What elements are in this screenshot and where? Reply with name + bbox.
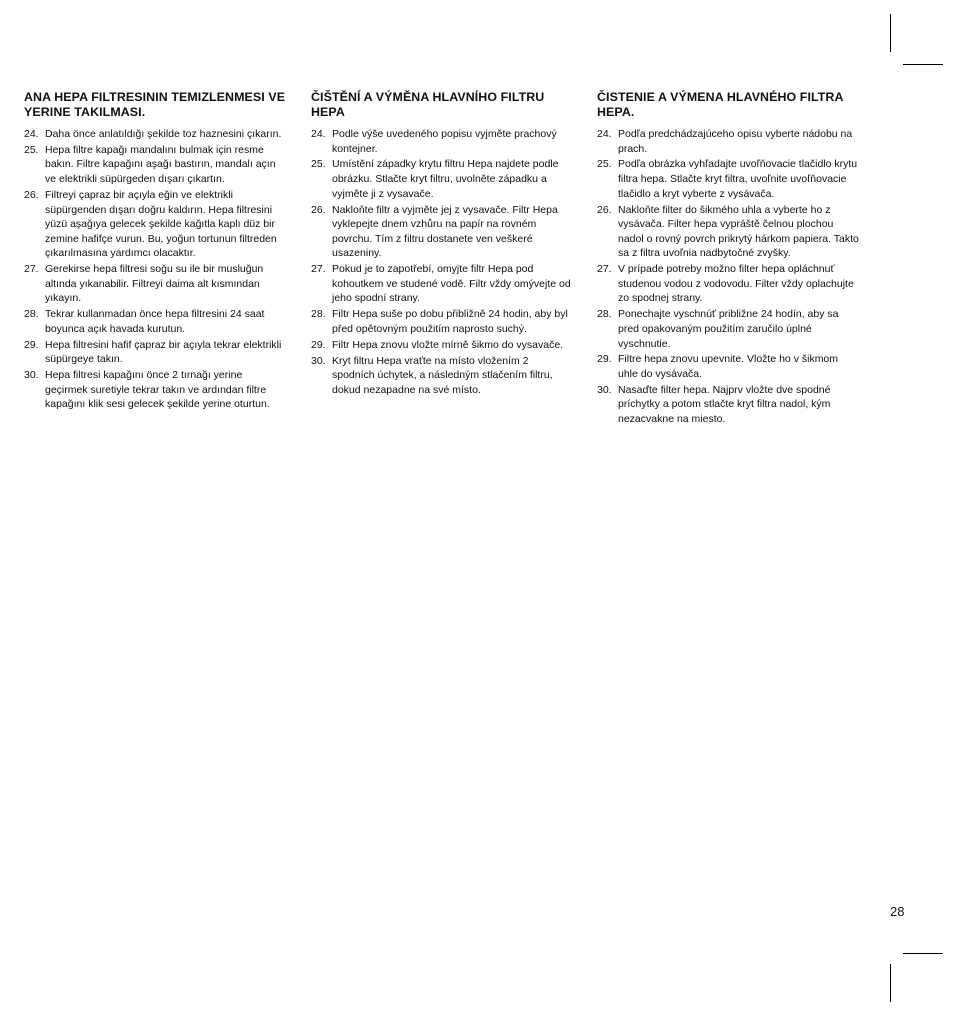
step-text: Filtr Hepa znovu vložte mírně šikmo do vysavače. xyxy=(332,338,564,351)
step-number: 30. xyxy=(597,383,612,396)
section-heading: ČIŠTĚNÍ A VÝMĚNA HLAVNÍHO FILTRU HEPA xyxy=(311,90,545,119)
list-item xyxy=(597,127,859,156)
list-item xyxy=(311,203,573,261)
step-number: 30. xyxy=(311,354,326,367)
list-item xyxy=(597,307,859,351)
step-number: 28. xyxy=(311,308,326,321)
step-text: Kryt filtru Hepa vraťte na místo vložením 2 spodních úchytek, a následným stlačením filtru, dokud nezapadne na své místo. xyxy=(332,354,553,396)
list-item xyxy=(24,127,286,142)
list-item xyxy=(597,383,859,427)
list-item xyxy=(311,127,573,156)
list-item xyxy=(311,338,573,353)
step-number: 26. xyxy=(24,188,39,201)
list-item xyxy=(597,157,859,201)
list-item xyxy=(597,262,859,306)
column-czech xyxy=(311,90,573,399)
instruction-list xyxy=(597,127,859,427)
step-text: Hepa filtre kapağı mandalını bulmak için resme bakın. Filtre kapağını aşağı bastırın, mandalı açın ve elektrikli süpürgeden dışarı çıkartın. xyxy=(45,143,276,186)
list-item xyxy=(24,262,286,306)
step-text: Podľa obrázka vyhľadajte uvoľňovacie tlačidlo krytu filtra hepa. Stlačte kryt filtra, uvoľnite uvoľňovacie tlačidlo a kryt vyberte z vysávača. xyxy=(618,158,858,200)
step-text: Umístění západky krytu filtru Hepa najdete podle obrázku. Stlačte kryt filtru, uvolněte západku a vyjměte ji z vysavače. xyxy=(332,158,559,200)
step-number: 29. xyxy=(597,353,612,366)
list-item xyxy=(597,203,859,261)
step-number: 26. xyxy=(311,203,326,216)
list-item xyxy=(24,338,286,367)
step-number: 25. xyxy=(24,143,39,156)
step-text: Nasaďte filter hepa. Najprv vložte dve spodné príchytky a potom stlačte kryt filtra nadol, kým nezacvakne na miesto. xyxy=(618,383,831,426)
step-number: 29. xyxy=(24,338,39,351)
step-text: Daha önce anlatıldığı şekilde toz haznesini çıkarın. xyxy=(45,128,282,140)
step-text: Nakloňte filtr a vyjměte jej z vysavače. Filtr Hepa vyklepejte dnem vzhůru na papír na rovném povrchu. Tím z filtru dostanete ven veškeré usazeniny. xyxy=(332,203,558,260)
crop-mark-bottom-horizontal xyxy=(903,953,943,954)
step-text: Nakloňte filter do šikmého uhla a vyberte ho z vysávača. Filter hepa vypráště čelnou plochou nadol o rovný povrch prikrytý hárkom papiera. Takto sa z filtra uvoľnia nadbytočné zvyšky. xyxy=(618,203,859,260)
crop-mark-bottom-vertical xyxy=(890,964,891,1002)
step-text: Hepa filtresi kapağını önce 2 tırnağı yerine geçirmek suretiyle tekrar takın ve ardından filtre kapağını klik sesi gelecek şekilde yerine oturtun. xyxy=(45,369,270,411)
step-text: Filtr Hepa suše po dobu přibližně 24 hodin, aby byl před opětovným použitím naprosto suchý. xyxy=(332,308,568,335)
step-text: Podľa predchádzajúceho opisu vyberte nádobu na prach. xyxy=(618,128,853,155)
instruction-list xyxy=(311,127,573,397)
crop-mark-top-vertical xyxy=(890,14,891,52)
list-item xyxy=(311,307,573,336)
section-heading: ANA HEPA FILTRESININ TEMIZLENMESI VE YERINE TAKILMASI. xyxy=(24,90,286,119)
step-number: 25. xyxy=(311,158,326,171)
step-number: 24. xyxy=(597,128,612,140)
step-text: Ponechajte vyschnúť približne 24 hodín, aby sa pred opakovaným použitím zaručilo úplné vyschnutie. xyxy=(618,308,839,350)
step-text: Hepa filtresini hafif çapraz bir açıyla tekrar elektrikli süpürgeye takın. xyxy=(45,338,282,366)
column-slovak xyxy=(597,90,859,428)
list-item xyxy=(24,368,286,412)
step-number: 30. xyxy=(24,369,39,382)
step-number: 24. xyxy=(24,128,39,140)
step-number: 25. xyxy=(597,158,612,171)
list-item xyxy=(311,157,573,201)
page-number: 28 xyxy=(890,904,905,919)
step-number: 24. xyxy=(311,128,326,140)
step-number: 28. xyxy=(597,308,612,321)
list-item xyxy=(597,352,859,381)
step-number: 26. xyxy=(597,203,612,216)
step-number: 28. xyxy=(24,308,39,321)
list-item xyxy=(311,354,573,398)
crop-mark-top-horizontal xyxy=(903,64,943,65)
step-text: Gerekirse hepa filtresi soğu su ile bir musluğun altında yıkanabilir. Filtreyi daima alt kısmından yıkayın. xyxy=(45,263,264,305)
list-item xyxy=(24,188,286,261)
list-item xyxy=(24,307,286,336)
step-number: 27. xyxy=(597,263,612,276)
instruction-list xyxy=(24,127,286,412)
step-text: Filtreyi çapraz bir açıyla eğin ve elektrikli süpürgenden dışarı doğru kaldırın. Hepa filtresini yüzü aşağıya gelecek şekilde kağıtla kaplı düz bir zemine hafifçe vurun. Bu, yoğun tortunun filtreden çıkarılmasına yardımcı olacaktır. xyxy=(45,188,277,260)
step-text: Tekrar kullanmadan önce hepa filtresini 24 saat boyunca açık havada kurutun. xyxy=(45,308,265,335)
section-heading: ČISTENIE A VÝMENA HLAVNÉHO FILTRA HEPA. xyxy=(597,90,844,119)
step-number: 27. xyxy=(24,263,39,276)
step-number: 27. xyxy=(311,263,326,276)
list-item xyxy=(24,143,286,187)
list-item xyxy=(311,262,573,306)
step-text: Filtre hepa znovu upevnite. Vložte ho v šikmom uhle do vysávača. xyxy=(618,353,839,380)
step-text: Pokud je to zapotřebí, omyjte filtr Hepa pod kohoutkem ve studené vodě. Filtr vždy omývejte od jeho spodní strany. xyxy=(332,263,571,305)
step-text: Podle výše uvedeného popisu vyjměte prachový kontejner. xyxy=(332,128,557,155)
step-number: 29. xyxy=(311,338,326,351)
step-text: V prípade potreby možno filter hepa opláchnuť studenou vodou z vodovodu. Filter vždy oplachujte zo spodnej strany. xyxy=(618,263,854,305)
column-turkish xyxy=(24,90,286,413)
